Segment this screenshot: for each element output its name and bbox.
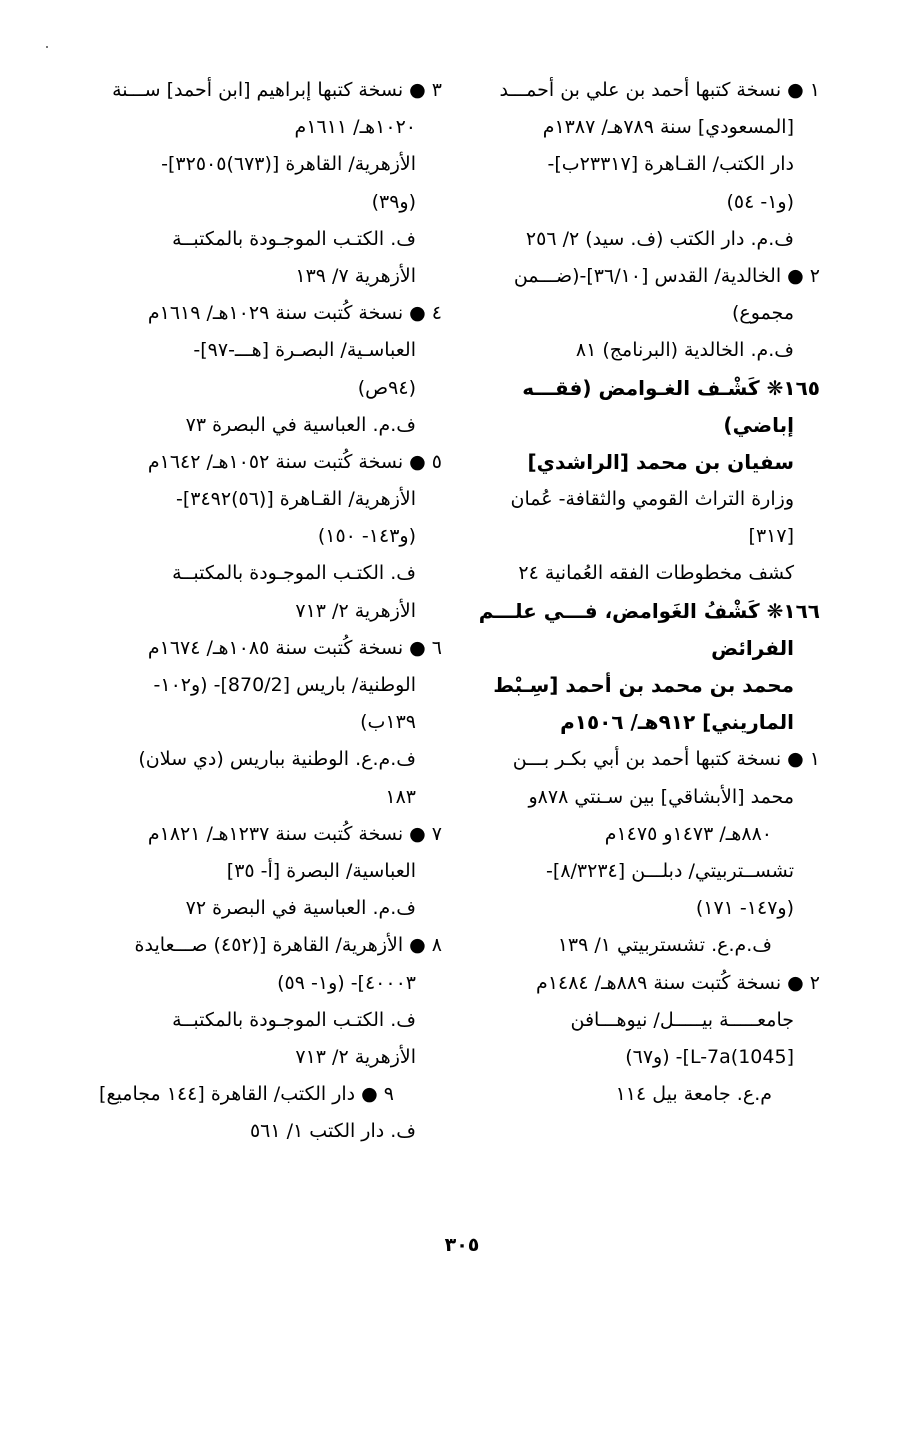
entry-text-line: ف. الكتـب الموجـودة بالمكتبــة <box>172 1008 416 1031</box>
entry-text-line: ف.م. العباسية في البصرة ٧٢ <box>185 897 416 920</box>
entry-text-line: ف. الكتـب الموجـودة بالمكتبــة <box>172 227 416 250</box>
entry-text-line: الوطنية/ باريس [870/2]- (و١٠٢- <box>153 674 416 696</box>
entry-text-line: ١٠٢٠هـ/ ١٦١١م <box>294 116 416 139</box>
entry-text-line: م.ع. جامعة بيل ١١٤ <box>615 1083 772 1106</box>
entry-text-line: الأزهرية/ القـاهرة [(٥٦)٣٤٩٢]- <box>175 488 416 511</box>
entry-text-line: ف.م. دار الكتب (ف. سيد) ٢/ ٢٥٦ <box>525 227 794 250</box>
entry-text-line: دار الكتب/ القـاهرة [٢٣٣١٧ب]- <box>547 153 794 176</box>
entry-text-line: ف. دار الكتب ١/ ٥٦١ <box>249 1120 416 1143</box>
entry-text-line: جامعـــــة بيـــــل/ نيوهـــافن <box>570 1008 794 1031</box>
entry-text-line: ٤ ● نسخة كُتبت سنة ١٠٢٩هـ/ ١٦١٩م <box>147 302 442 325</box>
entry-text-line: ٣ ● نسخة كتبها إبراهيم [ابن أحمد] ســـنة <box>112 79 442 101</box>
entry-text-line: ٢ ● نسخة كُتبت سنة ٨٨٩هـ/ ١٤٨٤م <box>536 971 820 994</box>
entry-text-line: مجموع) <box>732 302 794 325</box>
entry-text-line: (و٣٩) <box>371 190 416 213</box>
entry-heading-line: الماريني] ٩١٢هـ/ ١٥٠٦م <box>560 710 794 735</box>
entry-text-line: ٢ ● الخالدية/ القدس [٣٦/١٠]-(ضـــمن <box>513 264 820 287</box>
entry-text-line: تشســتربيتي/ دبلـــن [٨/٣٢٣٤]- <box>546 859 794 882</box>
entry-text-line: الأزهرية ٢/ ٧١٣ <box>295 1045 416 1068</box>
entry-text-line: ٥ ● نسخة كُتبت سنة ١٠٥٢هـ/ ١٦٤٢م <box>147 450 442 473</box>
entry-heading-line: محمد بن محمد بن أحمد [سِـبْط <box>493 673 794 697</box>
entry-text-line: ٩ ● دار الكتب/ القاهرة [١٤٤ مجاميع] <box>99 1083 394 1106</box>
entry-text-line: ٨ ● الأزهرية/ القاهرة [(٤٥٢) صـــعايدة <box>134 934 442 957</box>
entry-text-line: محمد [الأبشاقي] بين سـنتي ٨٧٨و <box>528 785 794 808</box>
entry-text-line: (٩٤ص) <box>357 376 416 399</box>
entry-text-line: ٨٨٠هـ/ ١٤٧٣و ١٤٧٥م <box>604 822 772 845</box>
right-column <box>476 72 820 1113</box>
left-column <box>100 72 442 1150</box>
entry-heading-line: إباضي) <box>723 412 794 437</box>
entry-text-line: ف.م.ع. الوطنية بباريس (دي سلان) <box>138 748 416 771</box>
entry-text-line: [٣١٧] <box>748 525 794 548</box>
entry-text-line: الأزهرية ٢/ ٧١٣ <box>295 599 416 622</box>
entry-text-line: (و١٤٣- ١٥٠) <box>317 525 416 548</box>
entry-text-line: العباسية/ البصرة [أ- ٣٥] <box>226 859 416 882</box>
entry-text-line: ف.م. الخالدية (البرنامج) ٨١ <box>575 339 794 362</box>
entry-text-line: ف. الكتـب الموجـودة بالمكتبــة <box>172 562 416 585</box>
entry-heading-line: الفرائض <box>711 635 794 660</box>
entry-text-line: ف.م.ع. تشستربيتي ١/ ١٣٩ <box>557 934 772 957</box>
entry-text-line: ١ ● نسخة كتبها أحمد بن علي بن أحمـــد <box>499 79 820 101</box>
entry-text-line: الأزهرية ٧/ ١٣٩ <box>295 264 416 287</box>
entry-text-line: [المسعودي] سنة ٧٨٩هـ/ ١٣٨٧م <box>542 116 794 139</box>
entry-text-line: ٦ ● نسخة كُتبت سنة ١٠٨٥هـ/ ١٦٧٤م <box>147 636 442 659</box>
entry-text-line: ١٣٩ب) <box>360 711 416 734</box>
entry-text-line: (و١٤٧- ١٧١) <box>695 897 794 920</box>
page-number: ٣٠٥ <box>444 1234 480 1256</box>
entry-text-line: ١٨٣ <box>385 785 416 808</box>
entry-text-line: ف.م. العباسية في البصرة ٧٣ <box>185 413 416 436</box>
entry-heading-line: سفيان بن محمد [الراشدي] <box>527 449 794 474</box>
entry-heading-line: ١٦٥❋ كَشْـف الغـوامض (فقـــه <box>522 375 820 400</box>
entry-text-line: ٤٠٠٠٣]- (و١- ٥٩) <box>277 971 416 994</box>
entry-text-line: ٧ ● نسخة كُتبت سنة ١٢٣٧هـ/ ١٨٢١م <box>147 822 442 845</box>
entry-text-line: الأزهرية/ القاهرة [(٦٧٣)٣٢٥٠٥]- <box>161 153 416 176</box>
scan-speck <box>46 46 48 48</box>
entry-text-line: وزارة التراث القومي والثقافة- عُمان <box>510 488 794 511</box>
entry-text-line: العباسـية/ البصـرة [هـــ-٩٧]- <box>193 339 416 362</box>
entry-text-line: (و١- ٥٤) <box>726 190 794 213</box>
entry-heading-line: ١٦٦❋ كَشْفُ الغَوامض، فـــي علـــم <box>478 598 820 623</box>
entry-text-line: كشف مخطوطات الفقه العُمانية ٢٤ <box>518 562 794 585</box>
entry-text-line: [1045)L-7a]- (و٦٧) <box>625 1045 794 1068</box>
entry-text-line: ١ ● نسخة كتبها أحمد بن أبي بكـر بـــن <box>512 748 820 771</box>
